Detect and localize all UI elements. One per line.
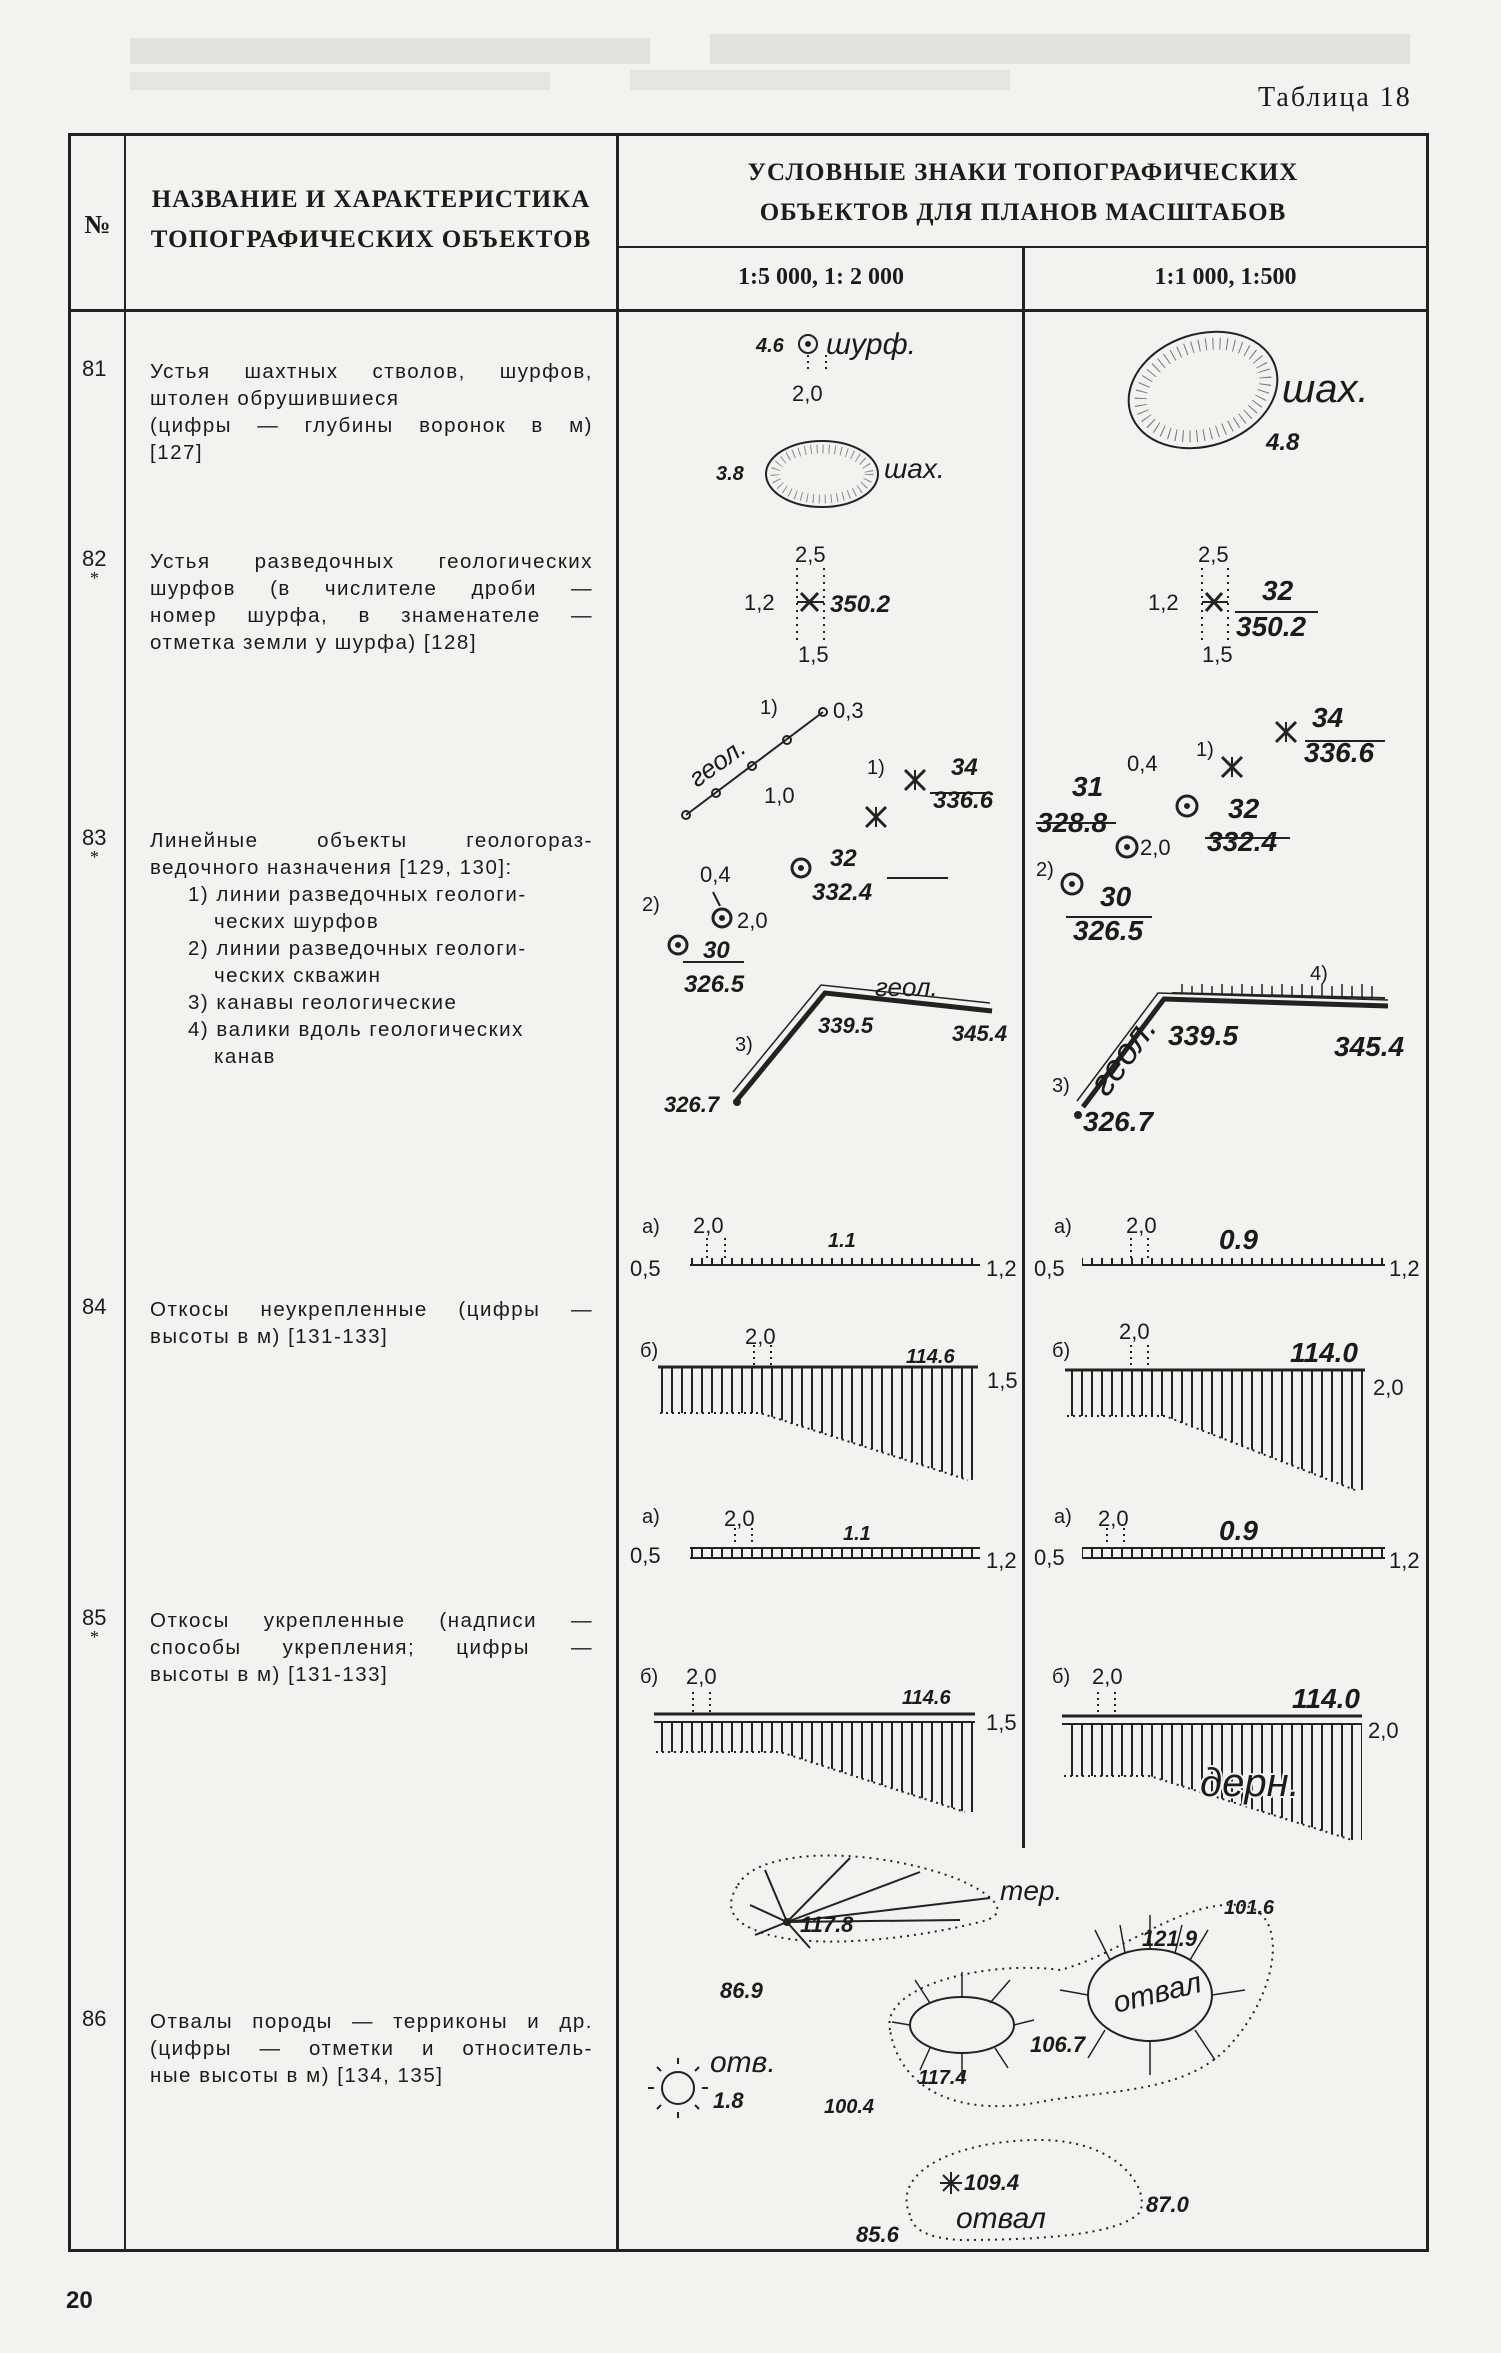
r83-d04-b: 0,4: [1127, 751, 1158, 776]
r83-m3-a: 3): [735, 1034, 753, 1056]
r83-e3267-b: 326.7: [1083, 1106, 1154, 1137]
row-number-81: 81: [82, 356, 107, 381]
r85-d20-bb: 2,0: [1092, 1664, 1123, 1689]
r86-h18: 1.8: [713, 2088, 744, 2113]
row-star-83: *: [90, 847, 99, 867]
r81-shaft-small-symbol: [799, 335, 826, 372]
r83-f3324-a: 332.4: [812, 879, 873, 906]
r86-ter: тер.: [1000, 1875, 1063, 1906]
r82-left-b: 1,2: [1148, 590, 1179, 615]
r82-top-b: 2,5: [1198, 542, 1229, 567]
desc-line: Устья разведочных геологических: [150, 550, 593, 573]
desc-item: ческих скважин: [214, 964, 382, 987]
r83-f3265-a: 326.5: [684, 971, 745, 998]
header-scale-a: 1:5 000, 1: 2 000: [738, 264, 904, 290]
row-number-84: 84: [82, 1294, 107, 1319]
desc-item: 4) валики вдоль геологических: [188, 1018, 524, 1041]
r81-label-a1: шурф.: [826, 328, 916, 361]
r83-f3288-b: 328.8: [1037, 807, 1108, 838]
r86-small-heap-sun: [648, 2058, 708, 2118]
r84-a-marker-a: а): [642, 1216, 660, 1238]
r83-m1-b: 1): [1196, 739, 1214, 761]
r85-a-marker-a: а): [642, 1506, 660, 1528]
r85-b-marker-b: б): [1052, 1666, 1071, 1688]
r83-m4-b: 4): [1310, 963, 1328, 985]
header-col-signs-line1: УСЛОВНЫЕ ЗНАКИ ТОПОГРАФИЧЕСКИХ: [747, 159, 1299, 186]
r86-star-lower: [940, 2172, 962, 2194]
row-number-86: 86: [82, 2006, 107, 2031]
r84-h-b1: 114.6: [906, 1346, 955, 1368]
row-number-85: 85: [82, 1605, 107, 1630]
desc-line: ные высоты в м) [134, 135]: [150, 2064, 444, 2087]
r82-pit-symbol-a: [797, 568, 824, 642]
r83-geol-a: геол.: [682, 731, 752, 793]
r84-d12-a: 1,2: [986, 1256, 1017, 1281]
row-star-82: *: [90, 568, 99, 588]
r81-label-b: шах.: [1282, 367, 1369, 411]
r83-f34-b: 34: [1312, 702, 1344, 733]
header-col-name-line1: НАЗВАНИЕ И ХАРАКТЕРИСТИКА: [151, 186, 591, 213]
desc-line: (цифры — отметки и относитель-: [150, 2037, 593, 2060]
r85-d20-ab: 2,0: [1098, 1506, 1129, 1531]
desc-line: отметка земли у шурфа) [128]: [150, 631, 478, 654]
r86-e1067: 106.7: [1030, 2032, 1086, 2057]
r86-e856: 85.6: [856, 2222, 899, 2247]
r85-h-a1: 1.1: [843, 1523, 871, 1545]
r84-d15-a: 1,5: [987, 1368, 1018, 1393]
r85-d05-b: 0,5: [1034, 1545, 1065, 1570]
r86-e1174: 117.4: [918, 2067, 967, 2089]
r84-d20-ab: 2,0: [1126, 1213, 1157, 1238]
r81-label-a2: шах.: [884, 453, 945, 484]
r83-d03: 0,3: [833, 698, 864, 723]
r86-e1016: 101.6: [1224, 1897, 1275, 1919]
header-col-signs-line2: ОБЪЕКТОВ ДЛЯ ПЛАНОВ МАСШТАБОВ: [759, 199, 1287, 226]
r84-h-a1: 1.1: [828, 1230, 856, 1252]
r85-d12-a: 1,2: [986, 1548, 1017, 1573]
r83-d10: 1,0: [764, 783, 795, 808]
r86-e1178: 117.8: [800, 1912, 854, 1937]
r83-f3366-b: 336.6: [1304, 737, 1375, 768]
desc-line: (цифры — глубины воронок в м): [150, 414, 593, 437]
r83-m2-a: 2): [642, 894, 660, 916]
r86-e870: 87.0: [1146, 2192, 1189, 2217]
r83-f34-a: 34: [951, 754, 978, 781]
r83-d04-a: 0,4: [700, 862, 731, 887]
r85-h-b2: 114.0: [1292, 1683, 1360, 1714]
r86-e1094: 109.4: [964, 2170, 1020, 2195]
r83-f32-a: 32: [830, 845, 857, 872]
r83-geol-trench-a: геол.: [875, 972, 938, 1002]
r84-h-b2: 114.0: [1290, 1337, 1358, 1368]
r85-label-dern: дерн.: [1200, 1761, 1300, 1805]
r85-d20-aa: 2,0: [724, 1506, 755, 1531]
desc-line: [127]: [150, 441, 204, 464]
desc-item: канав: [214, 1045, 276, 1068]
r84-d05-a: 0,5: [630, 1256, 661, 1281]
header-col-name-line2: ТОПОГРАФИЧЕСКИХ ОБЪЕКТОВ: [150, 226, 592, 253]
r84-h-a2: 0.9: [1219, 1224, 1258, 1255]
desc-item: 1) линии разведочных геологи-: [188, 883, 527, 906]
r83-f3324-b: 332.4: [1207, 826, 1278, 857]
r82-bottom-b: 1,5: [1202, 642, 1233, 667]
desc-line: Линейные объекты геологораз-: [150, 829, 593, 852]
r82-num-b: 32: [1262, 575, 1294, 606]
r84-a-marker-b: а): [1054, 1216, 1072, 1238]
r82-top-a: 2,5: [795, 542, 826, 567]
r83-m2-b: 2): [1036, 859, 1054, 881]
r84-d20-ba: 2,0: [745, 1324, 776, 1349]
desc-line: штолен обрушившиеся: [150, 387, 400, 410]
r85-h-a2: 0.9: [1219, 1515, 1258, 1546]
desc-line: шурфов (в числителе дроби —: [150, 577, 593, 600]
r85-d12-b: 1,2: [1389, 1548, 1420, 1573]
r84-d20-aa: 2,0: [693, 1213, 724, 1238]
r85-h-b1: 114.6: [902, 1687, 951, 1709]
row-number-82: 82: [82, 546, 107, 571]
r85-slope-a-symbol: [690, 1528, 980, 1558]
r83-e3267-a: 326.7: [664, 1092, 720, 1117]
r86-e1004: 100.4: [824, 2096, 875, 2118]
desc-line: Откосы укрепленные (надписи —: [150, 1609, 593, 1632]
r81-depth-b: 4.8: [1266, 429, 1300, 456]
r85-a-marker-b: а): [1054, 1506, 1072, 1528]
desc-line: высоты в м) [131-133]: [150, 1663, 389, 1686]
r83-geol-b: геол.: [1080, 1008, 1165, 1103]
r83-m3-b: 3): [1052, 1075, 1070, 1097]
r84-b-marker-a: б): [640, 1340, 659, 1362]
r83-boreholes-a: [669, 859, 810, 954]
header-scale-b: 1:1 000, 1:500: [1154, 264, 1297, 290]
desc-line: Откосы неукрепленные (цифры —: [150, 1298, 593, 1321]
r83-e3454-b: 345.4: [1334, 1031, 1405, 1062]
r83-m1-a2: 1): [867, 757, 885, 779]
desc-line: Отвалы породы — терриконы и др.: [150, 2010, 593, 2033]
r83-f3366-a: 336.6: [933, 787, 994, 814]
desc-line: способы укрепления; цифры —: [150, 1636, 593, 1659]
r83-e3395-b: 339.5: [1168, 1020, 1239, 1051]
r83-f31-b: 31: [1072, 771, 1104, 802]
r84-d20-side: 2,0: [1373, 1375, 1404, 1400]
r83-d20-b: 2,0: [1140, 835, 1171, 860]
desc-line: ведочного назначения [129, 130]:: [150, 856, 513, 879]
desc-item: 2) линии разведочных геологи-: [188, 937, 527, 960]
r83-f30-a: 30: [703, 937, 730, 964]
desc-item: 3) канавы геологические: [188, 991, 458, 1014]
r83-e3395-a: 339.5: [818, 1013, 874, 1038]
desc-item: ческих шурфов: [214, 910, 380, 933]
r84-d05-b: 0,5: [1034, 1256, 1065, 1281]
r82-elev-a: 350.2: [830, 591, 891, 618]
r83-m1-a: 1): [760, 697, 778, 719]
r83-f32-b: 32: [1228, 793, 1260, 824]
r85-d05-a: 0,5: [630, 1543, 661, 1568]
r82-bottom-a: 1,5: [798, 642, 829, 667]
r82-elev-b: 350.2: [1236, 611, 1307, 642]
page-number: 20: [66, 2287, 93, 2314]
r84-d12-b: 1,2: [1389, 1256, 1420, 1281]
r83-f30-b: 30: [1100, 881, 1132, 912]
row-star-85: *: [90, 1627, 99, 1647]
desc-line: Устья шахтных стволов, шурфов,: [150, 360, 593, 383]
r85-d20-side: 2,0: [1368, 1718, 1399, 1743]
table-label: Таблица 18: [1258, 82, 1412, 113]
r83-d20-a: 2,0: [737, 908, 768, 933]
r84-d20-bb: 2,0: [1119, 1319, 1150, 1344]
r85-d15-a: 1,5: [986, 1710, 1017, 1735]
header-col-no: №: [84, 210, 112, 239]
desc-line: высоты в м) [131-133]: [150, 1325, 389, 1348]
r84-b-marker-b: б): [1052, 1340, 1071, 1362]
row-number-83: 83: [82, 825, 107, 850]
desc-line: номер шурфа, в знаменателе —: [150, 604, 593, 627]
r86-otv: отв.: [710, 2046, 776, 2079]
r86-waste-heap-upper-rays: [750, 1858, 990, 1948]
r83-e3454-a: 345.4: [952, 1021, 1008, 1046]
r83-f3265-b: 326.5: [1073, 915, 1144, 946]
r85-d20-ba: 2,0: [686, 1664, 717, 1689]
r81-shaft-ellipse-small: [766, 441, 878, 507]
r81-gap-a: 2,0: [792, 381, 823, 406]
r86-e1219: 121.9: [1142, 1926, 1198, 1951]
r81-depth-a2: 3.8: [716, 463, 744, 485]
r86-otval: отвал: [1109, 1966, 1205, 2020]
r82-left-a: 1,2: [744, 590, 775, 615]
r81-depth-a: 4.6: [756, 335, 784, 357]
r86-otval2: отвал: [956, 2202, 1046, 2235]
r86-e869: 86.9: [720, 1978, 763, 2003]
r85-slope-b-symbol-a: [654, 1692, 975, 1812]
r85-b-marker-a: б): [640, 1666, 659, 1688]
